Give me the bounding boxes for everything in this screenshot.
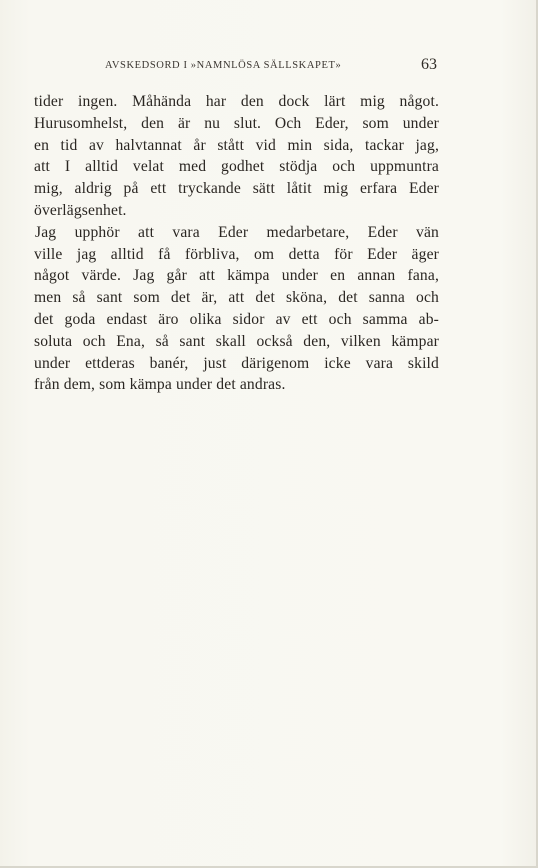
text-line: något värde. Jag går att kämpa under en annan fana, <box>34 267 439 285</box>
body-text <box>34 91 439 396</box>
text-line: under ettderas banér, just därigenom icke vara skild <box>34 354 439 372</box>
paragraph-start-line: Jag upphör att vara Eder medarbetare, Eder vän <box>35 223 439 241</box>
running-head: AVSKEDSORD I »NAMNLÖSA SÄLLSKAPET» <box>105 60 342 71</box>
text-line: mig, aldrig på ett tryckande sätt låtit mig erfara Eder <box>34 180 439 198</box>
text-line: ville jag alltid få förbliva, om detta för Eder äger <box>34 245 439 263</box>
text-line: det goda endast äro olika sidor av ett och samma ab- <box>34 310 439 328</box>
text-line: från dem, som kämpa under det andras. <box>34 376 286 394</box>
text-line: överlägsenhet. <box>34 201 127 219</box>
page-number: 63 <box>421 56 437 73</box>
text-line: en tid av halvtannat år stått vid min sida, tackar jag, <box>34 136 439 154</box>
text-line: soluta och Ena, så sant skall också den, vilken kämpar <box>34 332 439 350</box>
text-line: Hurusomhelst, den är nu slut. Och Eder, som under <box>34 114 439 132</box>
text-line: att I alltid velat med godhet stödja och uppmuntra <box>34 158 439 176</box>
text-line: tider ingen. Måhända har den dock lärt mig något. <box>34 93 439 110</box>
text-line: men så sant som det är, att det sköna, det sanna och <box>34 289 439 307</box>
